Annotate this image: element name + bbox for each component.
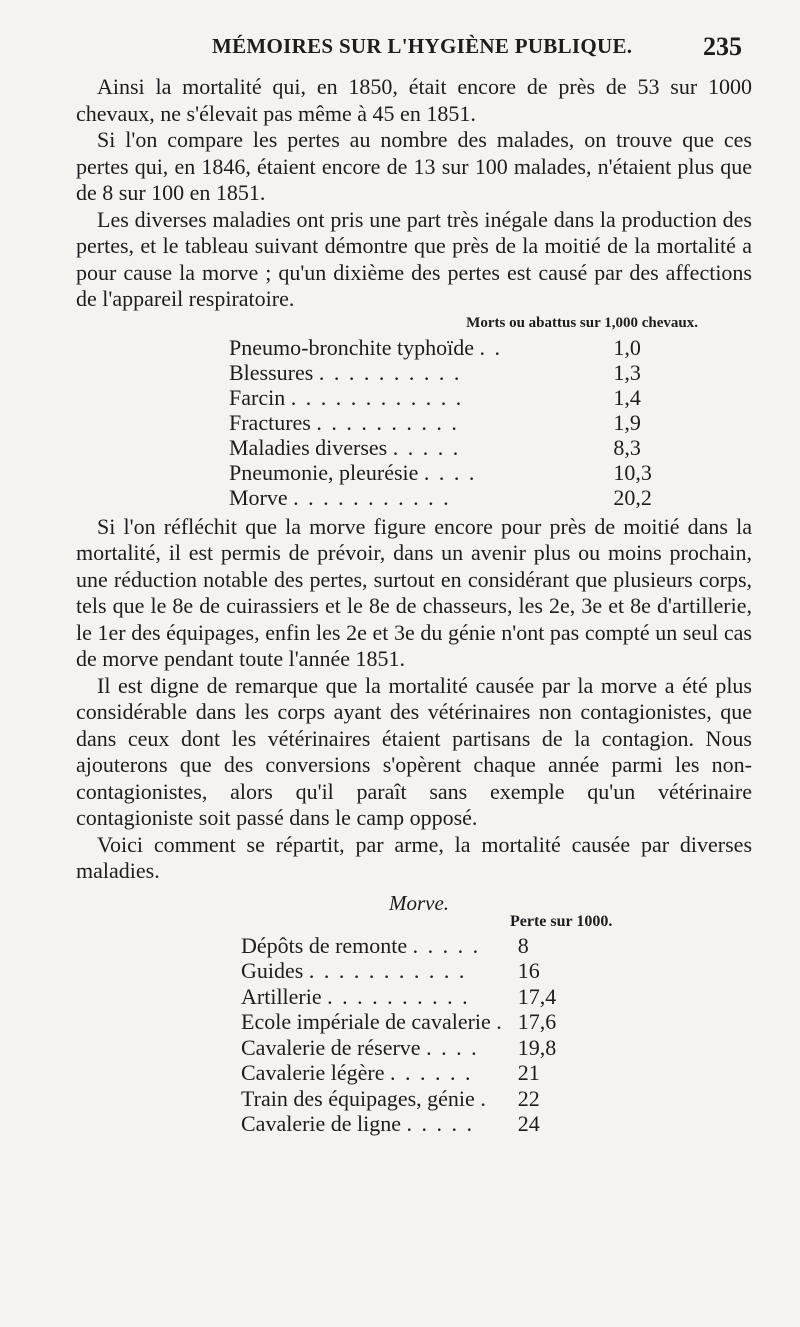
row-label: Train des équipages, génie xyxy=(241,1085,475,1111)
row-value: 10,3 xyxy=(613,459,652,485)
row-value: 17,6 xyxy=(517,1009,557,1034)
paragraph: Il est digne de remarque que la mortalité causée par la morve a été plus considérable dans les corps ayant des vétérinaires non contagionistes, que dans ceux dont les vétérinaires étaient partisans de la contagion. Nous ajouterons que des conversions s'opèrent chaque année parmi les non-contagionistes, alors qu'il paraît sans exemple qu'un vétérinaire contagioniste soit passé dans le camp opposé. xyxy=(76,672,752,830)
table-row xyxy=(241,1035,556,1061)
row-value: 19,8 xyxy=(517,1034,557,1060)
row-label-cell xyxy=(229,360,607,385)
row-value: 1,4 xyxy=(613,384,641,410)
leader-dots: . . . . . . . . . . . xyxy=(293,484,451,510)
leader-dots: . . . . . . . . . . xyxy=(316,409,459,435)
table-row xyxy=(241,1111,556,1137)
row-label-cell xyxy=(229,435,607,460)
row-value: 20,2 xyxy=(613,484,652,510)
leader-dots: . . . . . xyxy=(392,434,461,460)
row-label: Cavalerie de réserve xyxy=(241,1034,421,1060)
row-value: 1,9 xyxy=(613,409,641,435)
row-label-cell xyxy=(241,1060,504,1086)
paragraph: Si l'on compare les pertes au nombre des malades, on trouve que ces pertes qui, en 1846, étaient encore de 13 sur 100 malades, n'étaient plus que de 8 sur 100 en 1851. xyxy=(76,127,752,205)
table-row xyxy=(229,435,669,460)
row-label: Blessures xyxy=(229,359,314,385)
table-row xyxy=(229,385,669,410)
row-label: Farcin xyxy=(229,384,286,410)
row-label-cell xyxy=(241,1035,504,1061)
leader-dots: . . . . . xyxy=(412,932,481,958)
row-label: Pneumo-bronchite typhoïde xyxy=(229,334,475,360)
leader-dots: . xyxy=(496,1009,504,1034)
row-label-cell xyxy=(241,1111,504,1137)
page-number: 235 xyxy=(703,32,742,61)
table-row xyxy=(241,984,556,1010)
table-row xyxy=(229,335,669,360)
row-label-cell xyxy=(229,385,607,410)
row-label-cell xyxy=(229,410,607,435)
row-value: 21 xyxy=(517,1060,540,1085)
row-label-cell xyxy=(229,460,607,485)
table-row xyxy=(229,485,669,510)
leader-dots: . . . . . . xyxy=(390,1060,473,1085)
leader-dots: . xyxy=(480,1085,488,1111)
row-value: 1,3 xyxy=(613,359,641,385)
row-value: 1,0 xyxy=(613,334,641,360)
leader-dots: . . . . xyxy=(426,1034,479,1060)
row-label-cell xyxy=(241,1086,504,1112)
paragraph: Si l'on réfléchit que la morve figure encore pour près de moitié dans la mortalité, il est permis de prévoir, dans un avenir plus ou moins prochain, une réduction notable des pertes, surtout en considérant que plusieurs corps, tels que le 8e de cuirassiers et le 8e de chasseurs, les 2e, 3e et 8e d'artillerie, le 1er des équipages, enfin les 2e et 3e du génie n'ont pas compté un seul cas de morve pendant toute l'année 1851. xyxy=(76,513,752,671)
table-row xyxy=(241,1060,556,1086)
paragraph: Ainsi la mortalité qui, en 1850, était encore de près de 53 sur 1000 chevaux, ne s'élevait pas même à 45 en 1851. xyxy=(76,74,752,126)
row-label: Guides xyxy=(241,958,304,983)
paragraph: Les diverses maladies ont pris une part très inégale dans la production des pertes, et le tableau suivant démontre que près de la moitié de la mortalité a pour cause la morve ; qu'un dixième des pertes est causé par des affections de l'appareil respiratoire. xyxy=(76,206,752,311)
row-label-cell xyxy=(241,1009,504,1035)
row-label: Cavalerie de ligne xyxy=(241,1111,402,1136)
row-label: Ecole impériale de cavalerie xyxy=(241,1009,491,1034)
row-label-cell xyxy=(241,984,504,1010)
row-label-cell xyxy=(229,335,607,360)
row-label: Dépôts de remonte xyxy=(241,932,408,958)
table-row xyxy=(241,958,556,984)
row-label: Morve xyxy=(229,484,288,510)
row-label-cell xyxy=(241,933,504,959)
leader-dots: . . . . . . . . . . xyxy=(327,983,470,1009)
row-label: Artillerie xyxy=(241,983,322,1009)
paragraph: Voici comment se répartit, par arme, la mortalité causée par diverses maladies. xyxy=(76,831,752,883)
leader-dots: . . xyxy=(479,334,503,360)
row-label-cell xyxy=(229,485,607,510)
row-value: 17,4 xyxy=(517,983,557,1009)
table-row xyxy=(229,410,669,435)
leader-dots: . . . . . . . . . . . xyxy=(308,958,467,983)
row-label-cell xyxy=(241,958,504,984)
table-row xyxy=(241,1009,556,1035)
table-row xyxy=(229,460,669,485)
row-value: 22 xyxy=(517,1085,540,1111)
row-label: Maladies diverses xyxy=(229,434,388,460)
table-row xyxy=(241,1086,556,1112)
mortality-table xyxy=(229,335,669,510)
leader-dots: . . . . . xyxy=(406,1111,475,1136)
row-value: 8,3 xyxy=(613,434,641,460)
leader-dots: . . . . . . . . . . xyxy=(318,359,462,385)
row-value: 16 xyxy=(517,958,540,983)
row-label: Pneumonie, pleurésie xyxy=(229,459,419,485)
leader-dots: . . . . xyxy=(423,459,477,485)
leader-dots: . . . . . . . . . . . . xyxy=(290,384,464,410)
row-value: 24 xyxy=(517,1111,540,1136)
page-header xyxy=(0,34,800,64)
running-title: MÉMOIRES SUR L'HYGIÈNE PUBLIQUE. xyxy=(212,34,633,58)
body-text xyxy=(76,74,752,1137)
mortality-table-caption: Morts ou abattus sur 1,000 chevaux. xyxy=(466,314,698,331)
table-row xyxy=(229,360,669,385)
morve-by-arm-table xyxy=(241,933,556,1137)
table-row xyxy=(241,933,556,959)
morve-table-caption: Perte sur 1000. xyxy=(510,912,613,930)
morve-section-title: Morve. xyxy=(389,890,450,915)
row-label: Fractures xyxy=(229,409,311,435)
row-value: 8 xyxy=(517,932,529,958)
row-label: Cavalerie légère xyxy=(241,1060,385,1085)
